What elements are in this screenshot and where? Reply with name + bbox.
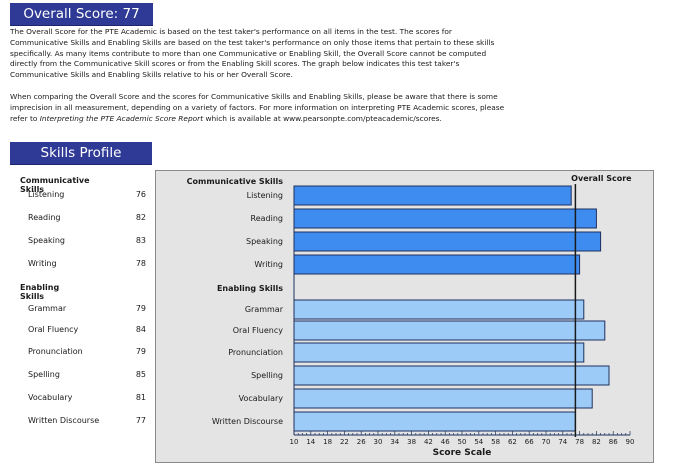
x-tick-label: 50: [457, 438, 467, 446]
chart-category-label: Written Discourse: [211, 417, 283, 426]
x-tick-label: 70: [541, 438, 551, 446]
x-tick-label: 78: [575, 438, 585, 446]
skill-name: Reading: [28, 213, 61, 222]
chart-category-label: Writing: [254, 260, 283, 269]
bar: [294, 321, 605, 340]
x-tick-label: 86: [608, 438, 618, 446]
x-tick-label: 34: [390, 438, 400, 446]
comparison-text: When comparing the Overall Score and the scores for Communicative Skills and Enabling Skills, please be aware that there is some imprecision in all measurement, depending on a variety of factors. For more information on interpreting PTE Academic scores, please refer to: [10, 92, 505, 123]
chart-category-label: Spelling: [251, 371, 283, 380]
skill-score: 85: [135, 370, 146, 379]
skill-score: 76: [135, 190, 146, 199]
overall-score-line-label: Overall Score: [571, 174, 632, 183]
skill-name: Speaking: [28, 236, 65, 245]
skill-name: Listening: [28, 190, 65, 199]
x-tick-label: 38: [407, 438, 417, 446]
bar: [294, 300, 584, 319]
comparison-text-end: which is available at www.pearsonpte.com/pteacademic/scores.: [203, 113, 442, 123]
x-tick-label: 90: [625, 438, 635, 446]
bar: [294, 255, 580, 274]
skill-score: 77: [135, 416, 146, 425]
skills-profile-banner: Skills Profile: [10, 142, 152, 165]
skill-score: 78: [135, 259, 146, 268]
skill-name: Writing: [28, 259, 57, 268]
x-tick-label: 18: [323, 438, 333, 446]
skill-name: Oral Fluency: [28, 325, 79, 334]
enabling-skills-header: Enabling Skills: [20, 283, 60, 301]
skill-score: 81: [135, 393, 146, 402]
chart-category-label: Speaking: [246, 237, 283, 246]
skill-score: 83: [135, 236, 146, 245]
chart-category-label: Listening: [246, 191, 283, 200]
skill-name: Written Discourse: [28, 416, 100, 425]
x-axis-title: Score Scale: [432, 448, 492, 458]
x-tick-label: 82: [591, 438, 601, 446]
x-tick-label: 30: [373, 438, 383, 446]
skill-name: Pronunciation: [28, 347, 83, 356]
x-tick-label: 62: [507, 438, 517, 446]
chart-category-label: Reading: [250, 214, 283, 223]
skill-score: 82: [135, 213, 146, 222]
skill-name: Vocabulary: [28, 393, 73, 402]
skill-score: 79: [135, 304, 146, 313]
skill-name: Spelling: [28, 370, 60, 379]
bar: [294, 186, 571, 205]
x-tick-label: 54: [474, 438, 484, 446]
chart-category-label: Oral Fluency: [232, 326, 283, 335]
x-tick-label: 74: [558, 438, 568, 446]
x-tick-label: 66: [524, 438, 534, 446]
x-tick-label: 58: [491, 438, 501, 446]
x-tick-label: 46: [440, 438, 450, 446]
chart-category-label: Vocabulary: [238, 394, 283, 403]
bar: [294, 209, 596, 228]
chart-group-label: Enabling Skills: [216, 284, 283, 293]
x-tick-label: 10: [289, 438, 299, 446]
skill-score: 84: [135, 325, 146, 334]
x-tick-label: 42: [423, 438, 433, 446]
bar: [294, 412, 575, 431]
bar: [294, 232, 601, 251]
chart-group-label: Communicative Skills: [186, 177, 283, 186]
skill-name: Grammar: [28, 304, 67, 313]
chart-category-label: Grammar: [244, 305, 283, 314]
x-tick-label: 22: [339, 438, 349, 446]
bar: [294, 389, 592, 408]
bar: [294, 343, 584, 362]
overall-score-banner: Overall Score: 77: [10, 3, 153, 26]
bar: [294, 366, 609, 385]
chart-category-label: Pronunciation: [228, 348, 283, 357]
report-title: Interpreting the PTE Academic Score Report: [39, 113, 204, 123]
intro-paragraph: The Overall Score for the PTE Academic is based on the test taker's performance on all items in the test. The scores for Communicative Skills and Enabling Skills are based on the test taker's performance on only those items that pertain to these skills specifically. As many items contribute to more than one Communicative or Enabling Skill, the Overall Score cannot be computed directly from the Communicative Skill scores or from the Enabling Skill scores. The graph below indicates this test taker's Communicative Skills and Enabling Skills relative to his or her Overall Score.: [10, 27, 495, 80]
x-tick-label: 14: [306, 438, 316, 446]
communicative-skills-header: Communicative Skills: [20, 176, 90, 194]
skill-score: 79: [135, 347, 146, 356]
x-tick-label: 26: [356, 438, 366, 446]
